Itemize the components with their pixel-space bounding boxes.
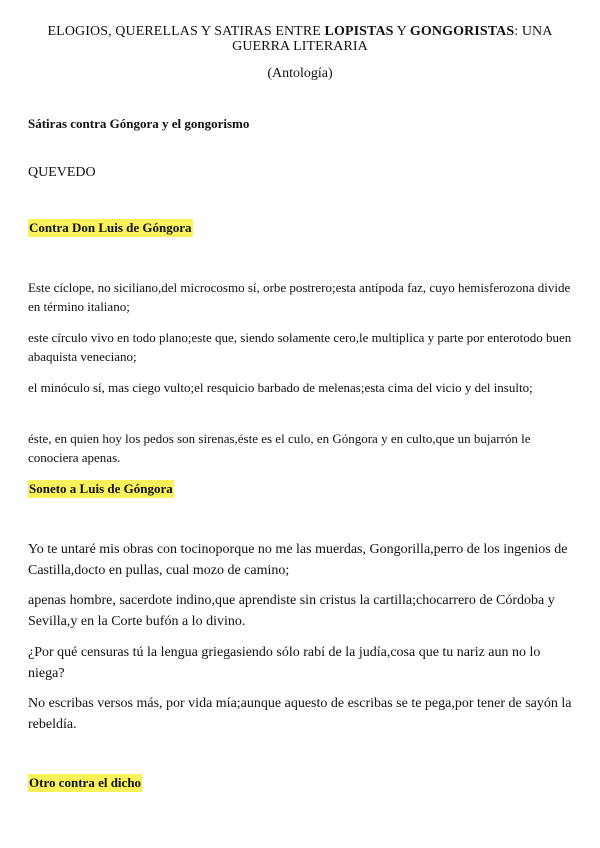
stanza: No escribas versos más, por vida mía;aunque aquesto de escribas se te pega,por tener de sayón la rebeldía. <box>28 696 572 732</box>
title-part-bold: GONGORISTAS <box>409 24 515 39</box>
title-part: ELOGIOS, QUERELLAS Y SATIRAS ENTRE <box>47 24 325 39</box>
poem-title: Otro contra el dicho <box>29 775 142 790</box>
document-subtitle: (Antología) <box>267 66 333 81</box>
author-name: QUEVEDO <box>28 165 96 180</box>
stanza: este círculo vivo en todo plano;este que, siendo solamente cero,le multiplica y parte por enterotodo buen abaquista veneciano; <box>28 330 572 364</box>
stanza: Yo te untaré mis obras con tocinoporque no me las muerdas, Gongorilla,perro de los ingenios de Castilla,docto en pullas, cual mozo de camino; <box>28 542 568 578</box>
title-part-bold: LOPISTAS <box>324 24 394 39</box>
document-title <box>20 24 580 54</box>
stanza: Este cíclope, no siciliano,del microcosmo sí, orbe postrero;esta antípoda faz, cuyo hemisferozona divide en término italiano; <box>28 280 571 314</box>
section-heading: Sátiras contra Góngora y el gongorismo <box>28 116 250 131</box>
title-part: : UNA GUERRA LITERARIA <box>232 24 553 54</box>
stanza: ¿Por qué censuras tú la lengua griegasiendo sólo rabí de la judía,cosa que tu nariz aun no lo niega? <box>28 645 541 681</box>
stanza: apenas hombre, sacerdote indino,que aprendiste sin cristus la cartilla;chocarrero de Córdoba y Sevilla,y en la Corte bufón a lo divino. <box>28 593 555 629</box>
poem-title: Soneto a Luis de Góngora <box>29 481 173 496</box>
stanza: el minóculo sí, mas ciego vulto;el resquicio barbado de melenas;esta cima del vicio y del insulto; <box>28 380 533 395</box>
poem-title: Contra Don Luis de Góngora <box>29 220 192 235</box>
title-part: Y <box>393 24 410 39</box>
stanza: éste, en quien hoy los pedos son sirenas,éste es el culo, en Góngora y en culto,que un bujarrón le conociera apenas. <box>28 431 531 465</box>
